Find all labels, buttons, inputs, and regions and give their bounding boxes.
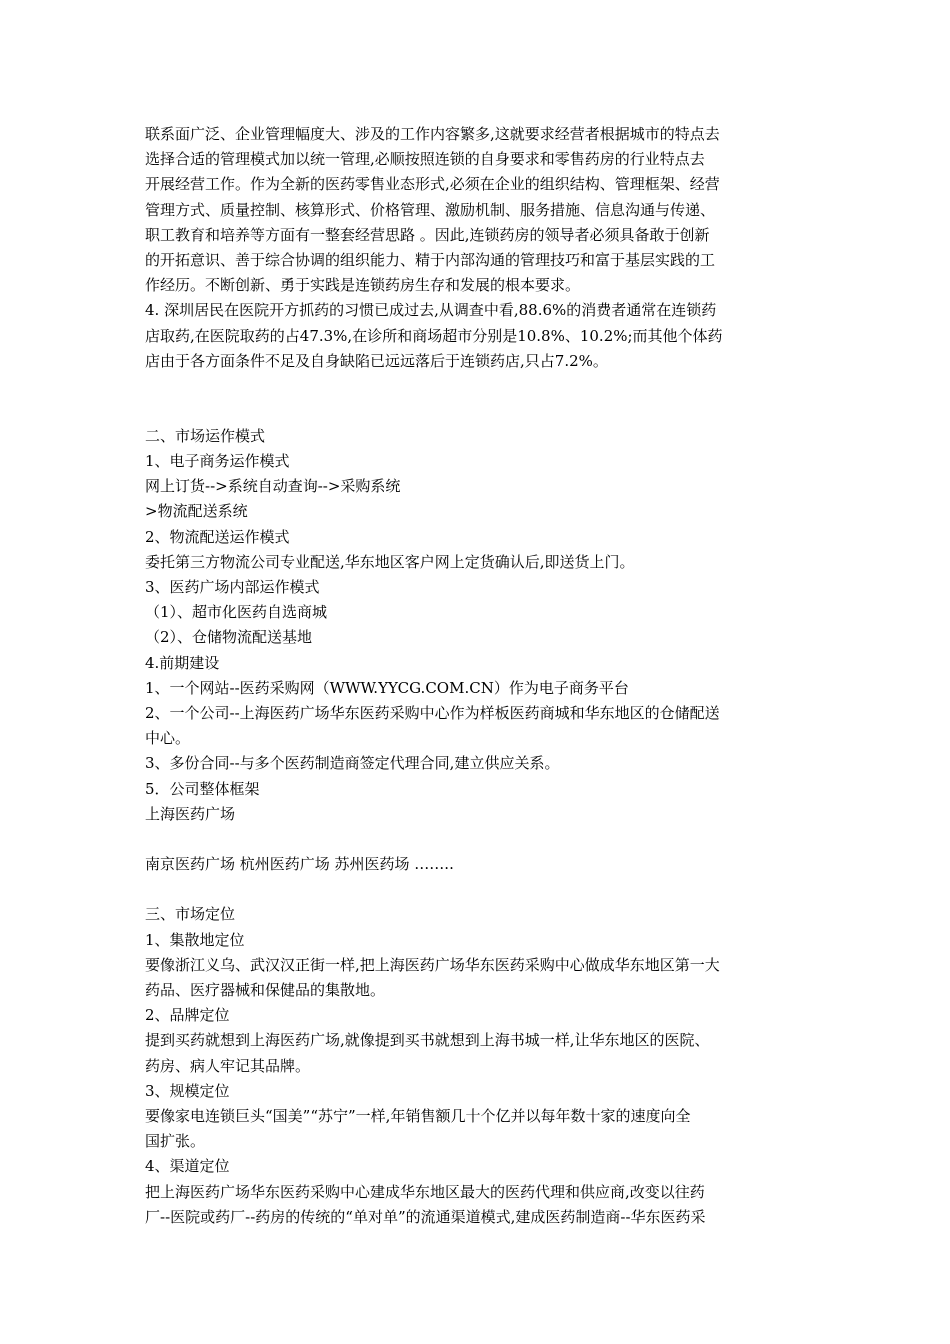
text-line: 要像浙江义乌、武汉汉正街一样,把上海医药广场华东医药采购中心做成华东地区第一大 xyxy=(145,955,720,974)
text-line: 职工教育和培养等方面有一整套经营思路 。因此,连锁药房的领导者必须具备敢于创新 xyxy=(145,225,710,244)
document-page xyxy=(145,122,815,1230)
text-line: 店取药,在医院取药的占47.3%,在诊所和商场超市分别是10.8%、10.2%;而其他个体药 xyxy=(145,326,723,345)
paragraph-intro xyxy=(145,122,815,298)
sub-heading: 2、物流配送运作模式 xyxy=(145,527,290,546)
text-line: 国扩张。 xyxy=(145,1132,206,1151)
text-line: 作经历。不断创新、勇于实践是连锁药房生存和发展的根本要求。 xyxy=(145,276,581,295)
text-line: 药房、病人牢记其品牌。 xyxy=(145,1056,311,1075)
sub-heading: 2、品牌定位 xyxy=(145,1006,230,1025)
text-line: 开展经营工作。作为全新的医药零售业态形式,必须在企业的组织结构、管理框架、经营 xyxy=(145,175,720,194)
text-line: 4. 深圳居民在医院开方抓药的习惯已成过去,从调查中看,88.6%的消费者通常在连锁药 xyxy=(145,301,717,320)
text-line: 2、一个公司--上海医药广场华东医药采购中心作为样板医药商城和华东地区的仓储配送 xyxy=(145,703,720,722)
section-heading: 二、市场运作模式 xyxy=(145,426,266,445)
sub-heading: 3、医药广场内部运作模式 xyxy=(145,578,320,596)
text-line: 要像家电连锁巨头“国美”“苏宁”一样,年销售额几十个亿并以每年数十家的速度向全 xyxy=(145,1106,691,1125)
text-line: 联系面广泛、企业管理幅度大、涉及的工作内容繁多,这就要求经营者根据城市的特点去 xyxy=(145,125,720,143)
sub-heading: 3、规模定位 xyxy=(145,1081,230,1100)
section-market-positioning xyxy=(145,902,815,1229)
text-line: 1、一个网站--医药采购网（WWW.YYCG.COM.CN）作为电子商务平台 xyxy=(145,678,629,697)
text-line: 网上订货-->系统自动查询-->采购系统 xyxy=(145,477,401,496)
spacer xyxy=(145,827,815,852)
spacer xyxy=(145,374,815,424)
text-line: 药品、医疗器械和保健品的集散地。 xyxy=(145,981,386,999)
framework-branches: 南京医药广场 杭州医药广场 苏州医药场 …….. xyxy=(145,855,454,874)
paragraph-point-4 xyxy=(145,298,815,374)
text-line: 厂--医院或药厂--药房的传统的“单对单”的流通渠道模式,建成医药制造商--华东医药采 xyxy=(145,1207,706,1226)
spacer xyxy=(145,877,815,902)
text-line: 提到买药就想到上海医药广场,就像提到买书就想到上海书城一样,让华东地区的医院、 xyxy=(145,1031,710,1050)
section-market-operation xyxy=(145,424,815,877)
sub-heading: 5．公司整体框架 xyxy=(145,779,260,798)
section-heading: 三、市场定位 xyxy=(145,905,236,924)
text-line: （1）、超市化医药自选商城 xyxy=(145,603,328,622)
text-line: 把上海医药广场华东医药采购中心建成华东地区最大的医药代理和供应商,改变以往药 xyxy=(145,1182,705,1201)
sub-heading: 1、电子商务运作模式 xyxy=(145,452,290,471)
text-line: 3、多份合同--与多个医药制造商签定代理合同,建立供应关系。 xyxy=(145,754,560,773)
text-line: 的开拓意识、善于综合协调的组织能力、精于内部沟通的管理技巧和富于基层实践的工 xyxy=(145,250,716,269)
text-line: 店由于各方面条件不足及自身缺陷已远远落后于连锁药店,只占7.2%。 xyxy=(145,351,608,370)
text-line: 委托第三方物流公司专业配送,华东地区客户网上定货确认后,即送货上门。 xyxy=(145,552,635,571)
text-line: （2）、仓储物流配送基地 xyxy=(145,628,313,647)
text-line: 中心。 xyxy=(145,729,191,748)
text-line: 管理方式、质量控制、核算形式、价格管理、激励机制、服务措施、信息沟通与传递、 xyxy=(145,200,716,219)
sub-heading: 1、集散地定位 xyxy=(145,930,245,949)
framework-root: 上海医药广场 xyxy=(145,804,236,823)
text-line: 选择合适的管理模式加以统一管理,必顺按照连锁的自身要求和零售药房的行业特点去 xyxy=(145,150,705,169)
sub-heading: 4、渠道定位 xyxy=(145,1157,230,1176)
text-line: >物流配送系统 xyxy=(145,502,248,521)
sub-heading: 4.前期建设 xyxy=(145,653,220,672)
